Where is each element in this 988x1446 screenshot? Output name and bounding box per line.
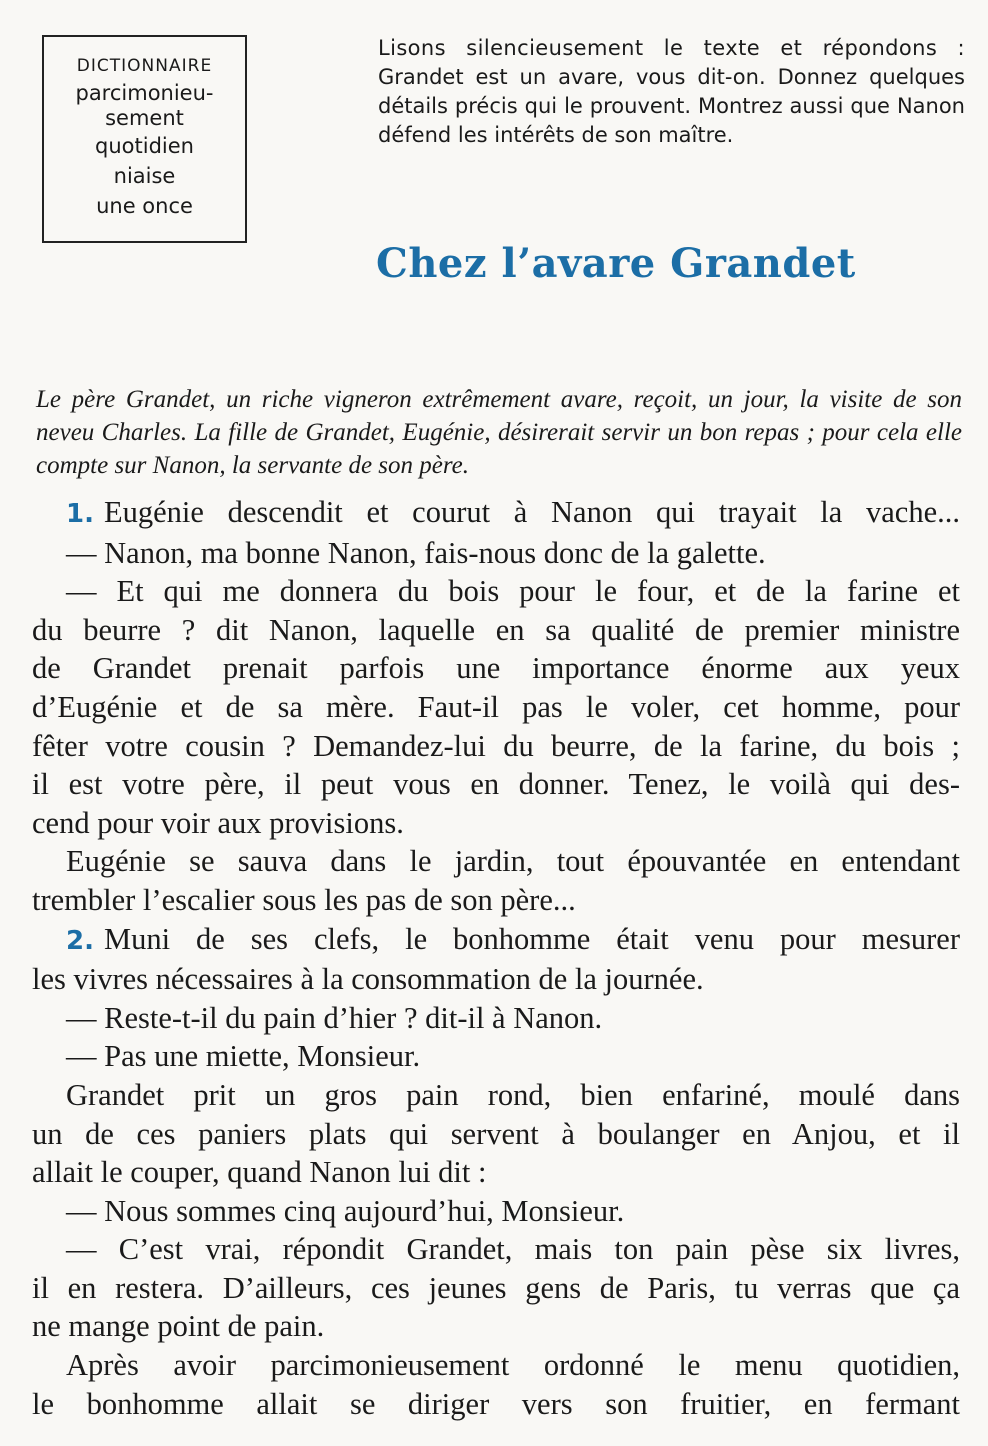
text-line: — Et qui me donnera du bois pour le four, et de la farine et <box>66 574 960 609</box>
text-line: d’Eugénie et de sa mère. Faut-il pas le voler, cet homme, pour <box>32 689 960 724</box>
paragraph-number: 1. <box>66 499 94 529</box>
text-line: du beurre ? dit Nanon, laquelle en sa qualité de premier ministre <box>32 612 960 647</box>
dictionary-title: DICTIONNAIRE <box>76 56 213 76</box>
reading-instructions <box>378 34 965 150</box>
instructions-text: Grandet est un avare, vous dit-on. Donnez quelques détails précis qui le prouvent. Montrez aussi que Nanon défend les intérêts de son maître. <box>378 65 965 147</box>
dictionary-word: une once <box>96 194 193 218</box>
text-line: allait le couper, quand Nanon lui dit : <box>32 1155 487 1190</box>
page-title: Chez l’avare Grandet <box>376 240 856 287</box>
dictionary-word: quotidien <box>95 134 194 158</box>
dictionary-word: niaise <box>113 164 176 188</box>
dictionary-box <box>42 35 247 243</box>
text-line: — Nanon, ma bonne Nanon, fais-nous donc de la galette. <box>66 535 766 570</box>
text-line: un de ces paniers plats qui servent à boulanger en Anjou, et il <box>32 1116 960 1151</box>
instructions-lead: Lisons silencieusement le texte et répondons : <box>378 36 965 60</box>
text-line: Eugénie se sauva dans le jardin, tout épouvantée en entendant <box>66 844 960 879</box>
story-text <box>32 493 960 1423</box>
text-line: Après avoir parcimonieusement ordonné le menu quotidien, <box>66 1348 960 1383</box>
text-line: il en restera. D’ailleurs, ces jeunes gens de Paris, tu verras que ça <box>32 1270 960 1305</box>
text-line: 1. Eugénie descendit et courut à Nanon qui trayait la vache... <box>66 495 960 529</box>
text-line: les vivres nécessaires à la consommation de la journée. <box>32 962 704 997</box>
text-line: ne mange point de pain. <box>32 1309 325 1344</box>
dictionary-word: parcimonieu- <box>75 81 214 105</box>
text-line: — Nous sommes cinq aujourd’hui, Monsieur. <box>66 1193 625 1228</box>
text-line: Grandet prit un gros pain rond, bien enfariné, moulé dans <box>66 1077 960 1112</box>
text-line: de Grandet prenait parfois une importance énorme aux yeux <box>32 651 960 686</box>
text-line: le bonhomme allait se diriger vers son fruitier, en fermant <box>32 1386 960 1421</box>
text-line: — C’est vrai, répondit Grandet, mais ton pain pèse six livres, <box>66 1232 960 1267</box>
intro-paragraph: Le père Grandet, un riche vigneron extrêmement avare, reçoit, un jour, la visite de son neveu Charles. La fille de Grandet, Eugénie, désirerait servir un bon repas ; pour cela elle compte sur Nanon, la servante de son père. <box>36 386 962 479</box>
text-line: trembler l’escalier sous les pas de son père... <box>32 882 576 917</box>
text-line: — Pas une miette, Monsieur. <box>66 1039 421 1074</box>
paragraph-number: 2. <box>66 925 94 956</box>
text-line: — Reste-t-il du pain d’hier ? dit-il à Nanon. <box>66 1000 603 1035</box>
text-line: cend pour voir aux provisions. <box>32 805 404 840</box>
text-line: 2. Muni de ses clefs, le bonhomme était venu pour mesurer <box>66 921 960 956</box>
text-line: il est votre père, il peut vous en donner. Tenez, le voilà qui des- <box>32 767 960 802</box>
text-line: fêter votre cousin ? Demandez-lui du beurre, de la farine, du bois ; <box>32 728 960 763</box>
dictionary-word: sement <box>105 106 184 130</box>
